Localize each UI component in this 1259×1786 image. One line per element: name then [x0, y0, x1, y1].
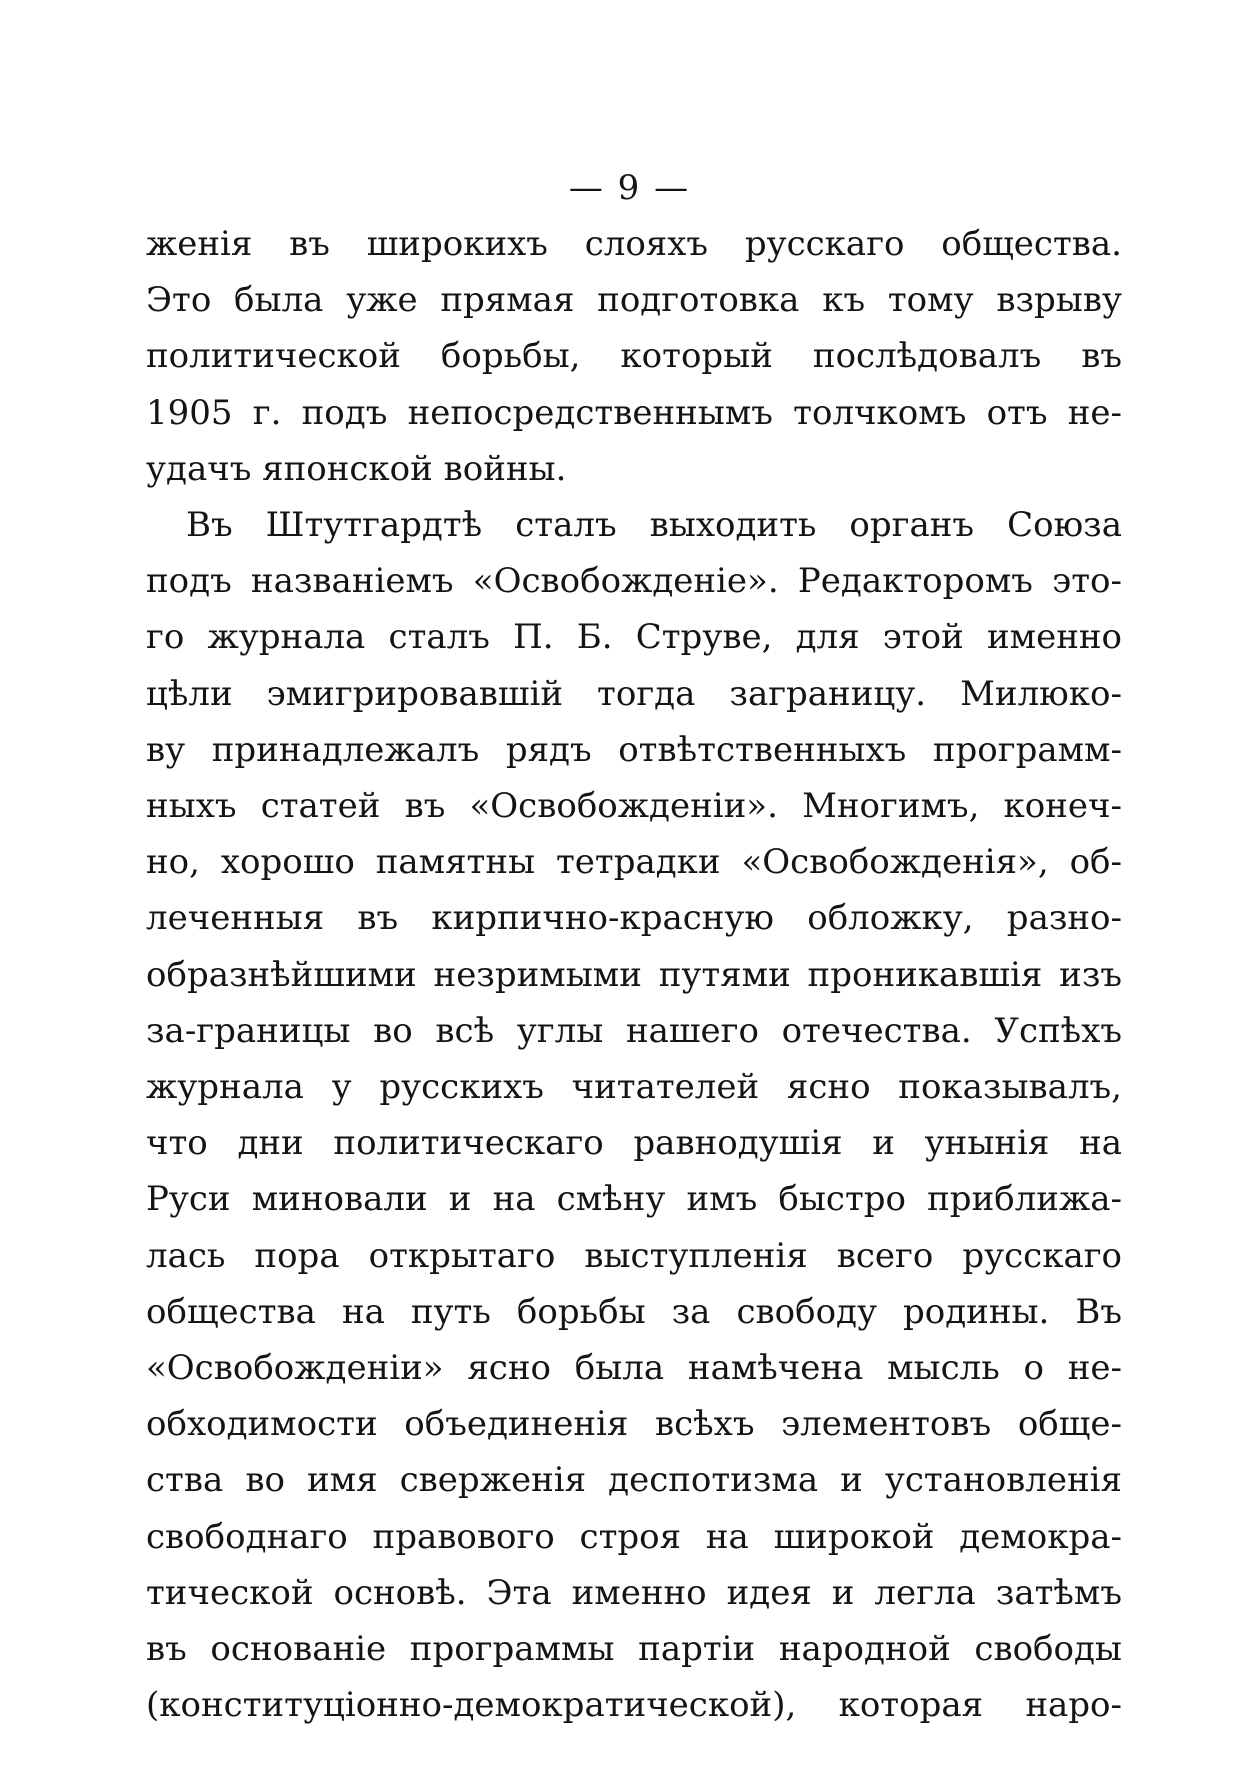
- text-line: тической основѣ. Эта именно идея и легла затѣмъ: [146, 1573, 1122, 1613]
- text-line: но, хорошо памятны тетрадки «Освобожденія», об-: [146, 842, 1122, 882]
- text-line: ныхъ статей въ «Освобожденіи». Многимъ, конеч-: [146, 786, 1122, 826]
- text-line: цѣли эмигрировавшій тогда заграницу. Милюко-: [146, 674, 1122, 714]
- text-line: обходимости объединенія всѣхъ элементовъ обще-: [146, 1404, 1122, 1444]
- text-line: женія въ широкихъ слояхъ русскаго общества.: [146, 224, 1122, 264]
- text-line: въ основаніе программы партіи народной свободы: [146, 1629, 1122, 1669]
- text-line: ву принадлежалъ рядъ отвѣтственныхъ программ-: [146, 730, 1122, 770]
- text-line: что дни политическаго равнодушія и унынія на: [146, 1123, 1122, 1163]
- text-line: общества на путь борьбы за свободу родины. Въ: [146, 1292, 1122, 1332]
- text-line: «Освобожденіи» ясно была намѣчена мысль о не-: [146, 1348, 1122, 1388]
- text-line: свободнаго правового строя на широкой демокра-: [146, 1517, 1122, 1557]
- text-line: удачъ японской войны.: [146, 449, 567, 489]
- text-line: леченныя въ кирпично-красную обложку, разно-: [146, 898, 1122, 938]
- text-line: ства во имя сверженія деспотизма и установленія: [146, 1460, 1122, 1500]
- page-number: — 9 —: [568, 168, 691, 208]
- text-line: подъ названіемъ «Освобожденіе». Редакторомъ это-: [146, 561, 1122, 601]
- text-line: Руси миновали и на смѣну имъ быстро приближа-: [146, 1179, 1122, 1219]
- text-line: журнала у русскихъ читателей ясно показывалъ,: [146, 1067, 1122, 1107]
- text-line: за-границы во всѣ углы нашего отечества. Успѣхъ: [146, 1011, 1122, 1051]
- text-line: лась пора открытаго выступленія всего русскаго: [146, 1236, 1122, 1276]
- text-line: образнѣйшими незримыми путями проникавшія изъ: [146, 955, 1122, 995]
- text-line: Въ Штутгардтѣ сталъ выходить органъ Союза: [186, 505, 1122, 545]
- text-line: Это была уже прямая подготовка къ тому взрыву: [146, 280, 1122, 320]
- text-line: политической борьбы, который послѣдовалъ въ: [146, 336, 1122, 376]
- text-line: (конституціонно-демократической), которая наро-: [146, 1685, 1122, 1725]
- text-line: го журнала сталъ П. Б. Струве, для этой именно: [146, 617, 1122, 657]
- text-line: 1905 г. подъ непосредственнымъ толчкомъ отъ не-: [146, 393, 1122, 433]
